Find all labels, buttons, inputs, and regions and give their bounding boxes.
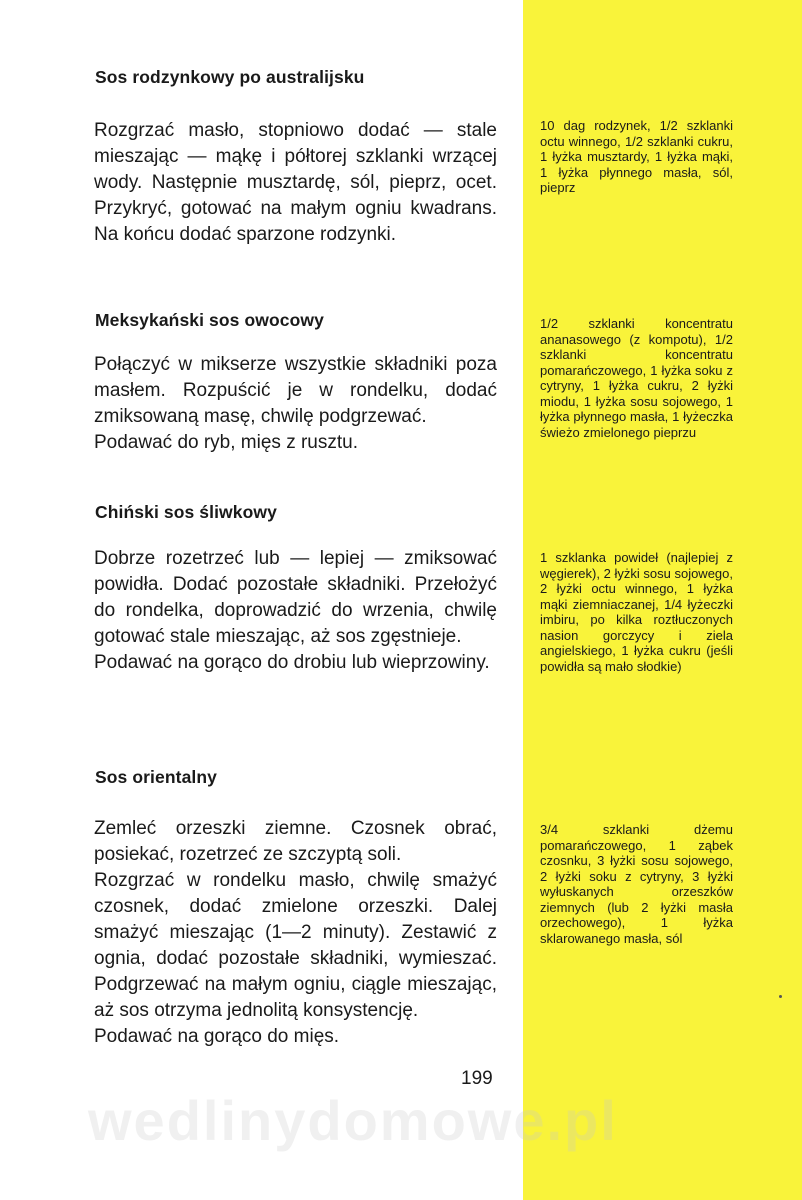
recipe-1-ingredients: 10 dag rodzynek, 1/2 szklanki octu winnego, 1/2 szklanki cukru, 1 łyżka musztardy, 1 łyżka mąki, 1 łyżka płynnego masła, sól, pieprz	[540, 118, 733, 195]
recipe-4-title: Sos orientalny	[95, 767, 217, 787]
recipe-3-instructions	[94, 546, 497, 676]
print-speck	[779, 995, 782, 998]
recipe-2-ingredients: 1/2 szklanki koncentratu ananasowego (z kompotu), 1/2 szklanki koncentratu pomarańczowego, 1 łyżka soku z cytryny, 1 łyżka cukru, 2 łyżki miodu, 1 łyżka sosu sojowego, 1 łyżka płynnego masła, 1 łyżeczka świeżo zmielonego pieprzu	[540, 316, 733, 440]
recipe-1-title: Sos rodzynkowy po australijsku	[95, 67, 365, 87]
recipe-4-paragraph-2: Rozgrzać w rondelku masło, chwilę smażyć czosnek, dodać zmielone orzeszki. Dalej smażyć mieszając (1—2 minuty). Zestawić z ognia, dodać pozostałe składniki, wymieszać. Podgrzewać na małym ogniu, ciągle mieszając, aż sos otrzyma jednolitą konsystencję.	[94, 870, 497, 1021]
recipe-2-paragraph-1: Połączyć w mikserze wszystkie składniki poza masłem. Rozpuścić je w rondelku, dodać zmiksowaną masę, chwilę podgrzewać.	[94, 354, 497, 427]
recipe-3-paragraph-2: Podawać na gorąco do drobiu lub wieprzowiny.	[94, 652, 490, 673]
page-number: 199	[461, 1068, 493, 1089]
recipe-2-paragraph-2: Podawać do ryb, mięs z rusztu.	[94, 432, 358, 453]
recipe-1-paragraph-1: Rozgrzać masło, stopniowo dodać — stale mieszając — mąkę i półtorej szklanki wrzącej wody. Następnie musztardę, sól, pieprz, ocet. Przykryć, gotować na małym ogniu kwadrans. Na końcu dodać sparzone rodzynki.	[94, 120, 497, 245]
recipe-4-ingredients: 3/4 szklanki dżemu pomarańczowego, 1 ząbek czosnku, 3 łyżki sosu sojowego, 2 łyżki soku z cytryny, 3 łyżki wyłuskanych orzeszków ziemnych (lub 2 łyżki masła orzechowego), 1 łyżka sklarowanego masła, sól	[540, 822, 733, 946]
recipe-2-instructions	[94, 352, 497, 456]
recipe-4-paragraph-1: Zemleć orzeszki ziemne. Czosnek obrać, posiekać, rozetrzeć ze szczyptą soli.	[94, 818, 497, 865]
watermark: wedlinydomowe.pl	[88, 1089, 618, 1152]
recipe-2-title: Meksykański sos owocowy	[95, 310, 324, 330]
recipe-4-instructions	[94, 816, 497, 1050]
recipe-3-ingredients: 1 szklanka powideł (najlepiej z węgierek), 2 łyżki sosu sojowego, 2 łyżki octu winnego, 1 łyżka mąki ziemniaczanej, 1/4 łyżeczki imbiru, po kilka roztłuczonych nasion gorczycy i ziela angielskiego, 1 łyżka cukru (jeśli powidła są mało słodkie)	[540, 550, 733, 674]
recipe-3-title: Chiński sos śliwkowy	[95, 502, 277, 522]
recipe-1-instructions	[94, 118, 497, 248]
recipe-3-paragraph-1: Dobrze rozetrzeć lub — lepiej — zmiksować powidła. Dodać pozostałe składniki. Przełożyć do rondelka, doprowadzić do wrzenia, chwilę gotować stale mieszając, aż sos zgęstnieje.	[94, 548, 497, 647]
recipe-4-paragraph-3: Podawać na gorąco do mięs.	[94, 1026, 340, 1047]
